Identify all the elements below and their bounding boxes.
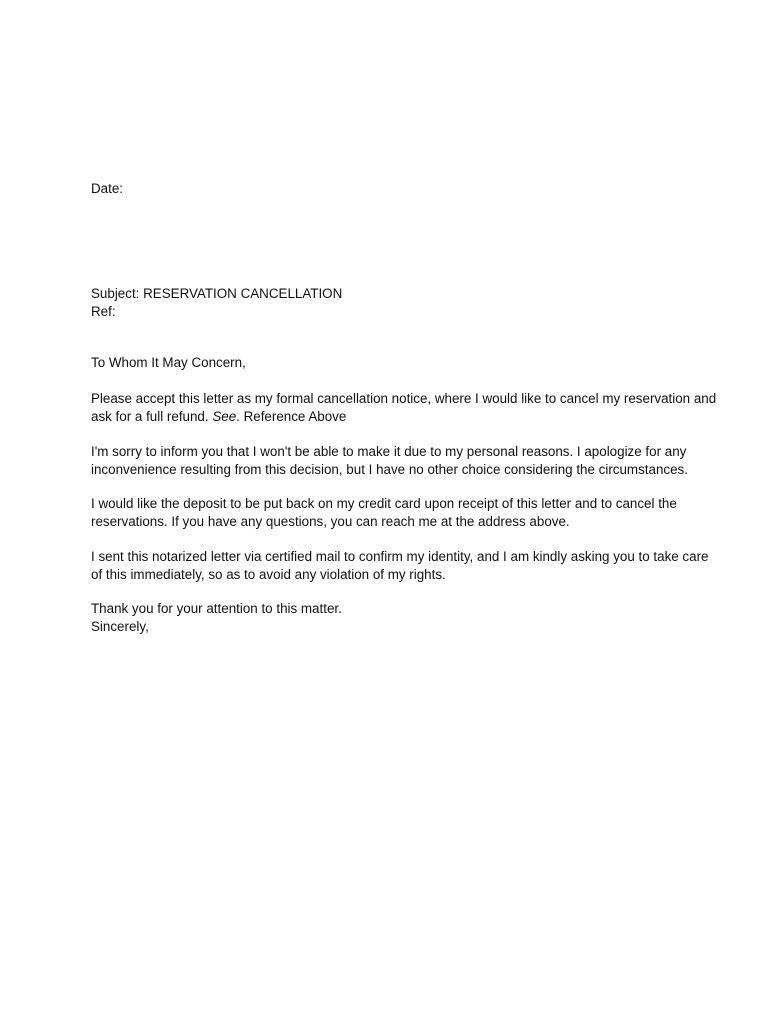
- paragraph-line: Please accept this letter as my formal cancellation notice, where I would like to cancel my reservation and: [91, 391, 717, 406]
- paragraph-apology: [91, 443, 691, 478]
- paragraph-line: inconvenience resulting from this decision, but I have no other choice considering the circumstances.: [91, 461, 688, 477]
- paragraph-line: I'm sorry to inform you that I won't be able to make it due to my personal reasons. I apologize for any: [91, 444, 687, 459]
- see-italic: See: [212, 408, 237, 424]
- paragraph-line: ask for a full refund. See. Reference Above: [91, 408, 347, 424]
- greeting: To Whom It May Concern,: [91, 355, 246, 370]
- paragraph-line: of this immediately, so as to avoid any violation of my rights.: [91, 566, 446, 582]
- paragraph-line: I would like the deposit to be put back on my credit card upon receipt of this letter and to cancel the: [91, 496, 677, 511]
- paragraph-line: I sent this notarized letter via certified mail to confirm my identity, and I am kindly asking you to take care: [91, 549, 709, 564]
- closing-thanks: Thank you for your attention to this matter.: [91, 601, 342, 616]
- paragraph-deposit-request: [91, 495, 691, 530]
- subject-line: Subject: RESERVATION CANCELLATION: [91, 286, 343, 301]
- ref-line: Ref:: [91, 304, 116, 319]
- paragraph-line: reservations. If you have any questions, you can reach me at the address above.: [91, 513, 570, 529]
- closing-signoff: Sincerely,: [91, 619, 149, 634]
- date-label: Date:: [91, 181, 124, 196]
- paragraph-cancellation-notice: [91, 390, 717, 425]
- paragraph-certified-mail: [91, 548, 709, 583]
